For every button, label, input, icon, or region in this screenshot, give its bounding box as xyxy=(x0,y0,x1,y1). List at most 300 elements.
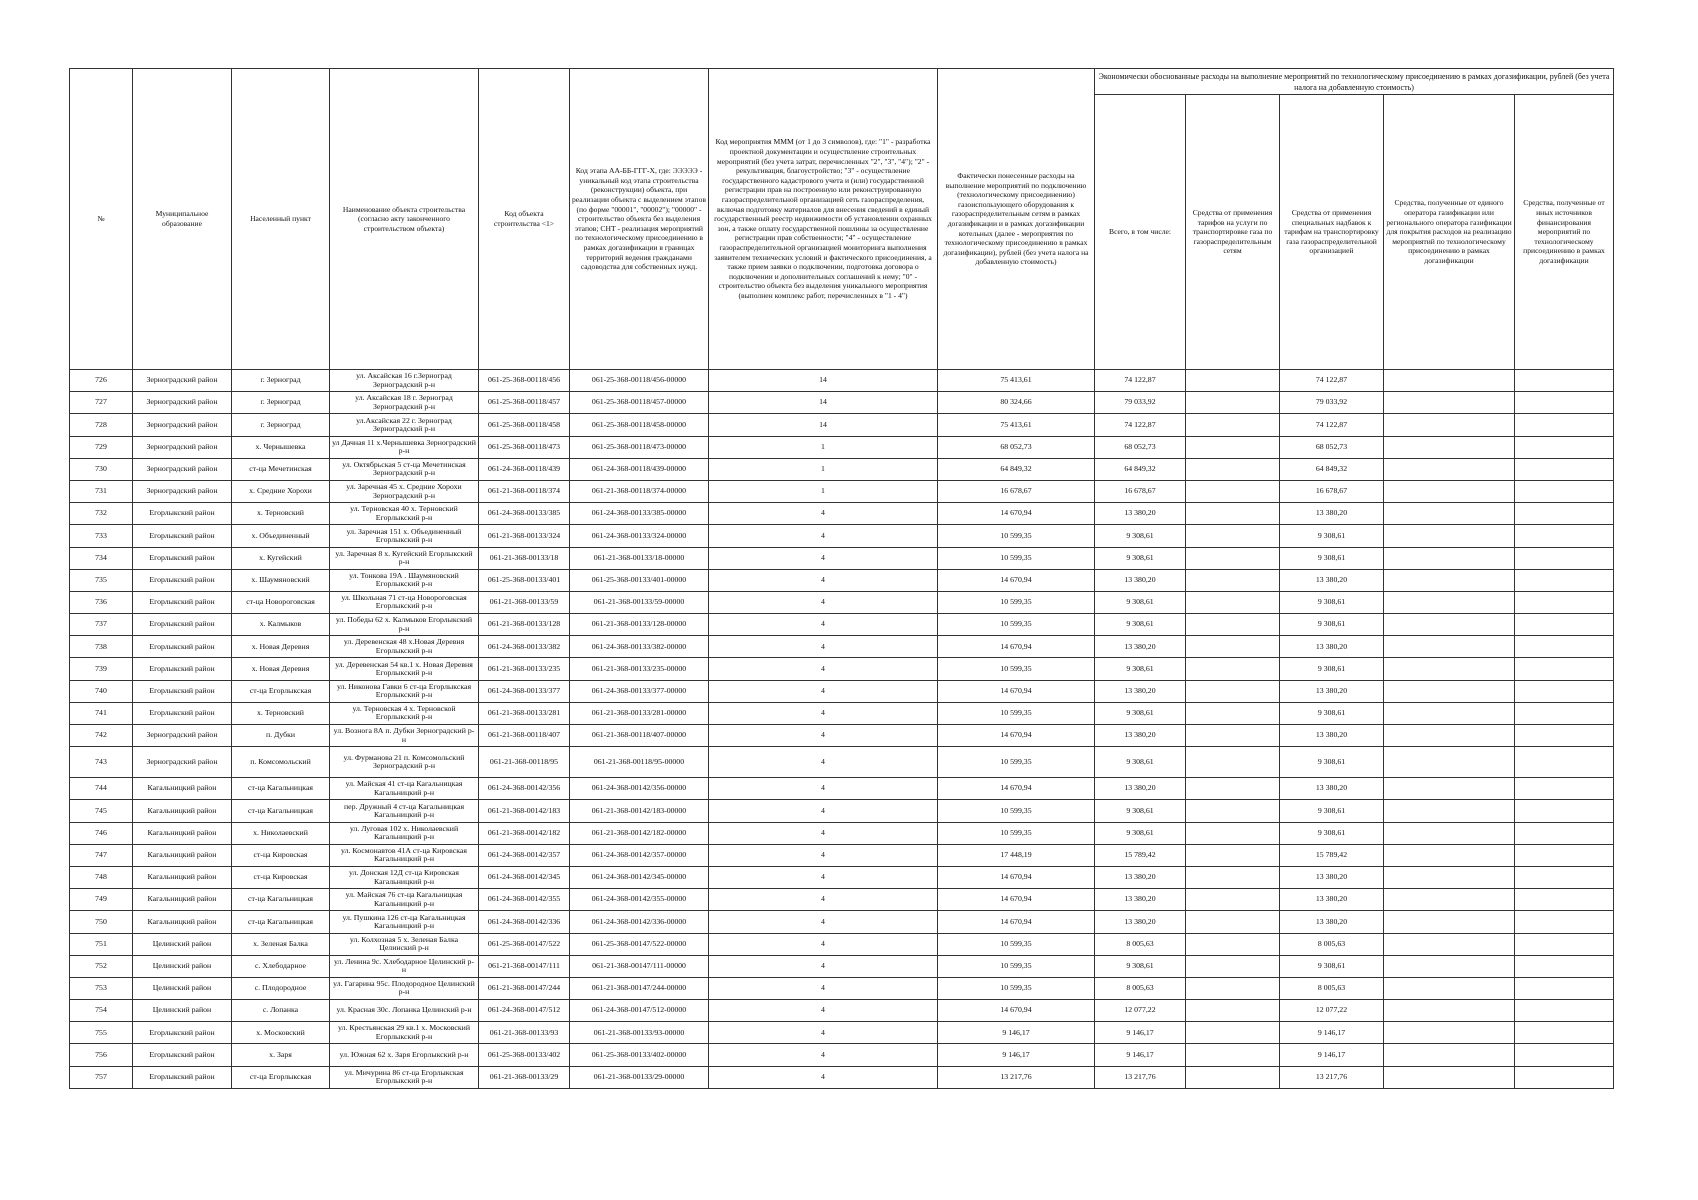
cell-stage-code: 061-21-368-00133/59-00000 xyxy=(570,591,709,613)
cell-object-name: ул. Южная 62 х. Заря Егорлыкский р-н xyxy=(330,1044,479,1066)
cell-municipality: Кагальницкий район xyxy=(133,822,232,844)
header-municipality: Муниципальное образование xyxy=(133,69,232,370)
cell-municipality: Целинский район xyxy=(133,955,232,977)
cell-tariff-transport xyxy=(1186,747,1280,778)
cell-single-operator xyxy=(1384,569,1515,591)
cell-num: 736 xyxy=(70,591,133,613)
cell-object-code: 061-21-368-00133/18 xyxy=(479,547,570,569)
cell-total: 9 308,61 xyxy=(1095,955,1186,977)
cell-actual-costs: 14 670,94 xyxy=(938,503,1095,525)
cell-event-code: 4 xyxy=(709,1000,938,1022)
cell-object-code: 061-21-368-00133/128 xyxy=(479,614,570,636)
cell-special-markups: 68 052,73 xyxy=(1280,436,1384,458)
cell-special-markups: 13 217,76 xyxy=(1280,1066,1384,1088)
cell-other-sources xyxy=(1515,436,1614,458)
table-row xyxy=(70,370,1614,392)
cell-object-code: 061-21-368-00142/183 xyxy=(479,800,570,822)
cell-num: 741 xyxy=(70,702,133,724)
cell-municipality: Егорлыкский район xyxy=(133,1022,232,1044)
cell-total: 9 308,61 xyxy=(1095,658,1186,680)
cell-num: 739 xyxy=(70,658,133,680)
table-row xyxy=(70,636,1614,658)
cell-actual-costs: 9 146,17 xyxy=(938,1022,1095,1044)
cell-total: 9 308,61 xyxy=(1095,591,1186,613)
cell-other-sources xyxy=(1515,636,1614,658)
cell-num: 742 xyxy=(70,725,133,747)
cell-object-code: 061-24-368-00133/385 xyxy=(479,503,570,525)
cell-total: 13 380,20 xyxy=(1095,569,1186,591)
cell-object-code: 061-21-368-00133/93 xyxy=(479,1022,570,1044)
cell-num: 755 xyxy=(70,1022,133,1044)
cell-other-sources xyxy=(1515,480,1614,502)
cell-actual-costs: 16 678,67 xyxy=(938,480,1095,502)
cell-settlement: х. Кугейский xyxy=(232,547,330,569)
cell-actual-costs: 14 670,94 xyxy=(938,889,1095,911)
cell-special-markups: 15 789,42 xyxy=(1280,844,1384,866)
cell-other-sources xyxy=(1515,458,1614,480)
cell-object-code: 061-21-368-00133/59 xyxy=(479,591,570,613)
cell-tariff-transport xyxy=(1186,614,1280,636)
cell-actual-costs: 10 599,35 xyxy=(938,933,1095,955)
cell-settlement: ст-ца Новороговская xyxy=(232,591,330,613)
cell-num: 738 xyxy=(70,636,133,658)
cell-object-name: ул. Красная 30с. Лопанка Целинский р-н xyxy=(330,1000,479,1022)
cell-stage-code: 061-25-368-00133/402-00000 xyxy=(570,1044,709,1066)
cell-tariff-transport xyxy=(1186,591,1280,613)
cell-total: 13 380,20 xyxy=(1095,866,1186,888)
cell-num: 750 xyxy=(70,911,133,933)
cell-object-name: ул. Деревенская 54 кв.1 х. Новая Деревня Егорлыкский р-н xyxy=(330,658,479,680)
cell-municipality: Зерноградский район xyxy=(133,458,232,480)
header-event-code: Код мероприятия МММ (от 1 до 3 символов), где: "1" - разработка проектной документации и осуществление строительных мероприятий (без учета затрат, перечисленных "2", "3", "4"); "2" - рекультивация, благоустройство; "3" - осуществление государственного кадастрового учета и (или) государственной регистрации прав на построенную или реконструированную газораспределительной организацией сеть газораспределения, включая подготовку материалов для внесения сведений в единый государственный реестр недвижимости об установлении охранных зон, а также оплату государственной пошлины за осуществление регистрации прав собственности; "4" - осуществление газораспределительной организацией мониторинга выполнения заявителем технических условий и фактического присоединения, а также прием заявки о подключении, подготовка договора о подключении и дополнительных соглашений к нему; "0" - строительство объекта без выделения уникального мероприятия (выполнен комплекс работ, перечисленных в "1 - 4") xyxy=(709,69,938,370)
cell-object-code: 061-24-368-00142/357 xyxy=(479,844,570,866)
cell-tariff-transport xyxy=(1186,503,1280,525)
cell-total: 9 308,61 xyxy=(1095,800,1186,822)
cell-tariff-transport xyxy=(1186,822,1280,844)
cell-special-markups: 9 308,61 xyxy=(1280,822,1384,844)
cell-settlement: х. Новая Деревня xyxy=(232,658,330,680)
table-row xyxy=(70,933,1614,955)
cell-other-sources xyxy=(1515,911,1614,933)
cell-stage-code: 061-21-368-00133/18-00000 xyxy=(570,547,709,569)
cell-object-code: 061-25-368-00118/457 xyxy=(479,392,570,414)
cell-single-operator xyxy=(1384,503,1515,525)
cell-municipality: Зерноградский район xyxy=(133,414,232,436)
cell-other-sources xyxy=(1515,547,1614,569)
table-row xyxy=(70,844,1614,866)
cell-object-name: ул. Заречная 45 х. Средние Хорохи Зерноградский р-н xyxy=(330,480,479,502)
cell-tariff-transport xyxy=(1186,933,1280,955)
cell-municipality: Кагальницкий район xyxy=(133,889,232,911)
cell-num: 740 xyxy=(70,680,133,702)
cell-num: 728 xyxy=(70,414,133,436)
cell-stage-code: 061-25-368-00133/401-00000 xyxy=(570,569,709,591)
table-row xyxy=(70,702,1614,724)
cell-single-operator xyxy=(1384,778,1515,800)
cell-object-code: 061-21-368-00118/374 xyxy=(479,480,570,502)
cell-municipality: Целинский район xyxy=(133,1000,232,1022)
cell-single-operator xyxy=(1384,480,1515,502)
cell-tariff-transport xyxy=(1186,844,1280,866)
cell-special-markups: 13 380,20 xyxy=(1280,569,1384,591)
cell-num: 757 xyxy=(70,1066,133,1088)
cell-actual-costs: 75 413,61 xyxy=(938,370,1095,392)
cell-municipality: Егорлыкский район xyxy=(133,503,232,525)
cell-total: 15 789,42 xyxy=(1095,844,1186,866)
cell-actual-costs: 14 670,94 xyxy=(938,911,1095,933)
cell-settlement: х. Средние Хорохи xyxy=(232,480,330,502)
cell-tariff-transport xyxy=(1186,1022,1280,1044)
cell-object-name: ул.Аксайская 22 г. Зерноград Зерноградский р-н xyxy=(330,414,479,436)
cell-municipality: Егорлыкский район xyxy=(133,547,232,569)
cell-stage-code: 061-24-368-00142/345-00000 xyxy=(570,866,709,888)
cell-other-sources xyxy=(1515,778,1614,800)
header-other-sources: Средства, полученные от иных источников финансирования мероприятий по технологическому присоединению в рамках догазификации xyxy=(1515,95,1614,370)
cell-other-sources xyxy=(1515,889,1614,911)
cell-special-markups: 8 005,63 xyxy=(1280,977,1384,999)
cell-stage-code: 061-24-368-00133/377-00000 xyxy=(570,680,709,702)
cell-event-code: 4 xyxy=(709,503,938,525)
cell-tariff-transport xyxy=(1186,955,1280,977)
cell-single-operator xyxy=(1384,747,1515,778)
cell-num: 745 xyxy=(70,800,133,822)
cell-num: 753 xyxy=(70,977,133,999)
cell-event-code: 4 xyxy=(709,977,938,999)
cell-stage-code: 061-21-368-00133/281-00000 xyxy=(570,702,709,724)
header-actual-costs: Фактически понесенные расходы на выполнение мероприятий по подключению (технологическому присоединению) газоиспользующего оборудования к газораспределительным сетям в рамках догазификации и в рамках догазификации котельных (далее - мероприятия по технологическому присоединению в рамках догазификации), рублей (без учета налога на добавленную стоимость) xyxy=(938,69,1095,370)
cell-settlement: п. Комсомольский xyxy=(232,747,330,778)
cell-actual-costs: 17 448,19 xyxy=(938,844,1095,866)
cell-object-name: ул. Победы 62 х. Калмыков Егорлыкский р-н xyxy=(330,614,479,636)
cell-actual-costs: 13 217,76 xyxy=(938,1066,1095,1088)
cell-special-markups: 13 380,20 xyxy=(1280,636,1384,658)
cell-event-code: 4 xyxy=(709,822,938,844)
cell-num: 726 xyxy=(70,370,133,392)
cell-object-code: 061-25-368-00133/401 xyxy=(479,569,570,591)
cell-other-sources xyxy=(1515,747,1614,778)
cell-num: 732 xyxy=(70,503,133,525)
cell-special-markups: 12 077,22 xyxy=(1280,1000,1384,1022)
cell-object-name: ул. Деревенская 48 х.Новая Деревня Егорлыкский р-н xyxy=(330,636,479,658)
table-row xyxy=(70,392,1614,414)
cell-settlement: х. Зеленая Балка xyxy=(232,933,330,955)
cell-settlement: х. Заря xyxy=(232,1044,330,1066)
cell-other-sources xyxy=(1515,414,1614,436)
table-row xyxy=(70,977,1614,999)
cell-settlement: х. Терновский xyxy=(232,503,330,525)
cell-tariff-transport xyxy=(1186,800,1280,822)
cell-special-markups: 13 380,20 xyxy=(1280,503,1384,525)
cell-stage-code: 061-21-368-00133/29-00000 xyxy=(570,1066,709,1088)
cell-actual-costs: 10 599,35 xyxy=(938,525,1095,547)
cell-single-operator xyxy=(1384,392,1515,414)
cell-num: 749 xyxy=(70,889,133,911)
cell-actual-costs: 14 670,94 xyxy=(938,636,1095,658)
cell-special-markups: 79 033,92 xyxy=(1280,392,1384,414)
cell-object-name: пер. Дружный 4 ст-ца Кагальницкая Кагальницкий р-н xyxy=(330,800,479,822)
cell-tariff-transport xyxy=(1186,658,1280,680)
cell-municipality: Зерноградский район xyxy=(133,392,232,414)
cell-municipality: Егорлыкский район xyxy=(133,591,232,613)
cell-actual-costs: 10 599,35 xyxy=(938,747,1095,778)
cell-total: 68 052,73 xyxy=(1095,436,1186,458)
cell-single-operator xyxy=(1384,1066,1515,1088)
header-economic-costs-group: Экономически обоснованные расходы на выполнение мероприятий по технологическому присоединению в рамках догазификации, рублей (без учета налога на добавленную стоимость) xyxy=(1095,69,1614,95)
cell-object-name: ул. Аксайская 18 г. Зерноград Зерноградский р-н xyxy=(330,392,479,414)
cell-object-name: ул. Донская 12Д ст-ца Кировская Кагальницкий р-н xyxy=(330,866,479,888)
cell-event-code: 14 xyxy=(709,414,938,436)
cell-special-markups: 9 308,61 xyxy=(1280,747,1384,778)
cell-single-operator xyxy=(1384,955,1515,977)
cell-single-operator xyxy=(1384,702,1515,724)
table-row xyxy=(70,569,1614,591)
table-row xyxy=(70,1022,1614,1044)
cell-object-name: ул. Заречная 8 х. Кугейский Егорлыкский р-н xyxy=(330,547,479,569)
cell-object-code: 061-24-368-00133/377 xyxy=(479,680,570,702)
cell-special-markups: 16 678,67 xyxy=(1280,480,1384,502)
cell-settlement: с. Плодородное xyxy=(232,977,330,999)
cell-settlement: х. Чернышевка xyxy=(232,436,330,458)
cell-object-name: ул. Терновская 40 х. Терновский Егорлыкский р-н xyxy=(330,503,479,525)
cell-settlement: ст-ца Мечетинская xyxy=(232,458,330,480)
cell-actual-costs: 10 599,35 xyxy=(938,977,1095,999)
cell-other-sources xyxy=(1515,1000,1614,1022)
cell-num: 729 xyxy=(70,436,133,458)
cell-object-name: ул. Терновская 4 х. Терновской Егорлыкский р-н xyxy=(330,702,479,724)
table-row xyxy=(70,614,1614,636)
cell-event-code: 4 xyxy=(709,800,938,822)
cell-stage-code: 061-24-368-00142/357-00000 xyxy=(570,844,709,866)
cell-single-operator xyxy=(1384,1022,1515,1044)
cell-tariff-transport xyxy=(1186,977,1280,999)
cell-object-code: 061-21-368-00133/324 xyxy=(479,525,570,547)
cell-special-markups: 9 308,61 xyxy=(1280,547,1384,569)
cell-object-code: 061-24-368-00133/382 xyxy=(479,636,570,658)
cell-settlement: х. Московский xyxy=(232,1022,330,1044)
cell-municipality: Зерноградский район xyxy=(133,436,232,458)
header-single-operator: Средства, полученные от единого оператора газификации или регионального оператора газификации для покрытия расходов на реализацию мероприятий по технологическому присоединению в рамках догазификации xyxy=(1384,95,1515,370)
cell-settlement: ст-ца Егорлыкская xyxy=(232,680,330,702)
cell-other-sources xyxy=(1515,569,1614,591)
cell-num: 727 xyxy=(70,392,133,414)
cell-other-sources xyxy=(1515,503,1614,525)
cell-event-code: 4 xyxy=(709,933,938,955)
cell-num: 746 xyxy=(70,822,133,844)
cell-settlement: п. Дубки xyxy=(232,725,330,747)
cell-total: 13 380,20 xyxy=(1095,889,1186,911)
cell-total: 9 146,17 xyxy=(1095,1022,1186,1044)
cell-single-operator xyxy=(1384,866,1515,888)
cell-event-code: 4 xyxy=(709,747,938,778)
cell-object-name: ул. Майская 41 ст-ца Кагальницкая Кагальницкий р-н xyxy=(330,778,479,800)
cell-object-code: 061-21-368-00133/235 xyxy=(479,658,570,680)
cell-actual-costs: 14 670,94 xyxy=(938,725,1095,747)
cell-event-code: 4 xyxy=(709,866,938,888)
cell-other-sources xyxy=(1515,392,1614,414)
table-row xyxy=(70,1044,1614,1066)
cell-stage-code: 061-25-368-00118/473-00000 xyxy=(570,436,709,458)
cell-object-name: ул Дачная 11 х.Чернышевка Зерноградский р-н xyxy=(330,436,479,458)
cell-event-code: 4 xyxy=(709,547,938,569)
cell-event-code: 4 xyxy=(709,1066,938,1088)
table-row xyxy=(70,658,1614,680)
cell-actual-costs: 75 413,61 xyxy=(938,414,1095,436)
cell-event-code: 4 xyxy=(709,614,938,636)
cell-special-markups: 64 849,32 xyxy=(1280,458,1384,480)
cell-actual-costs: 10 599,35 xyxy=(938,591,1095,613)
cell-event-code: 4 xyxy=(709,569,938,591)
cell-single-operator xyxy=(1384,370,1515,392)
cell-municipality: Зерноградский район xyxy=(133,370,232,392)
cell-object-name: ул. Колхозная 5 х. Зеленая Балка Целинский р-н xyxy=(330,933,479,955)
header-num: № xyxy=(70,69,133,370)
cell-special-markups: 74 122,87 xyxy=(1280,370,1384,392)
cell-object-code: 061-24-368-00142/336 xyxy=(479,911,570,933)
cell-event-code: 1 xyxy=(709,458,938,480)
cell-stage-code: 061-21-368-00133/93-00000 xyxy=(570,1022,709,1044)
cell-single-operator xyxy=(1384,822,1515,844)
cell-num: 756 xyxy=(70,1044,133,1066)
cell-special-markups: 13 380,20 xyxy=(1280,725,1384,747)
cell-single-operator xyxy=(1384,844,1515,866)
cell-settlement: г. Зерноград xyxy=(232,392,330,414)
table-row xyxy=(70,866,1614,888)
cell-total: 9 308,61 xyxy=(1095,547,1186,569)
table-row xyxy=(70,778,1614,800)
cell-single-operator xyxy=(1384,591,1515,613)
cell-stage-code: 061-21-368-00133/235-00000 xyxy=(570,658,709,680)
cell-municipality: Егорлыкский район xyxy=(133,1066,232,1088)
cell-stage-code: 061-24-368-00133/385-00000 xyxy=(570,503,709,525)
header-stage-code: Код этапа АА-ББ-ГГГ-Х, где: ЭЭЭЭЭ - уникальный код этапа строительства (реконструкции) объекта, при реализации объекта с выделением этапов (по форме "00001", "00002"); "00000" - строительство объекта без выделения этапов; СНТ - реализация мероприятий по технологическому присоединению в рамках догазификации в границах территорий ведения гражданами садоводства для собственных нужд. xyxy=(570,69,709,370)
table-row xyxy=(70,889,1614,911)
cell-settlement: х. Новая Деревня xyxy=(232,636,330,658)
header-settlement: Населенный пункт xyxy=(232,69,330,370)
cell-stage-code: 061-21-368-00147/111-00000 xyxy=(570,955,709,977)
cell-object-name: ул. Аксайская 16 г.Зерноград Зерноградский р-н xyxy=(330,370,479,392)
cell-settlement: с. Лопанка xyxy=(232,1000,330,1022)
cell-object-name: ул. Мичурина 86 ст-ца Егорлыкская Егорлыкский р-н xyxy=(330,1066,479,1088)
cell-event-code: 4 xyxy=(709,725,938,747)
cell-stage-code: 061-24-368-00118/439-00000 xyxy=(570,458,709,480)
cell-municipality: Егорлыкский район xyxy=(133,658,232,680)
cell-other-sources xyxy=(1515,725,1614,747)
cell-single-operator xyxy=(1384,800,1515,822)
table-row xyxy=(70,822,1614,844)
cell-other-sources xyxy=(1515,933,1614,955)
cell-single-operator xyxy=(1384,414,1515,436)
cell-settlement: х. Калмыков xyxy=(232,614,330,636)
cell-total: 13 380,20 xyxy=(1095,778,1186,800)
cell-object-name: ул. Школьная 71 ст-ца Новороговская Егорлыкский р-н xyxy=(330,591,479,613)
cell-actual-costs: 10 599,35 xyxy=(938,800,1095,822)
table-body xyxy=(70,370,1614,1089)
cell-num: 754 xyxy=(70,1000,133,1022)
cell-single-operator xyxy=(1384,614,1515,636)
table-row xyxy=(70,1066,1614,1088)
cell-actual-costs: 80 324,66 xyxy=(938,392,1095,414)
cell-other-sources xyxy=(1515,1066,1614,1088)
cell-event-code: 14 xyxy=(709,392,938,414)
cell-special-markups: 9 308,61 xyxy=(1280,525,1384,547)
cell-other-sources xyxy=(1515,977,1614,999)
cell-municipality: Егорлыкский район xyxy=(133,636,232,658)
cell-num: 752 xyxy=(70,955,133,977)
cell-event-code: 4 xyxy=(709,955,938,977)
cell-event-code: 4 xyxy=(709,680,938,702)
cell-stage-code: 061-21-368-00142/183-00000 xyxy=(570,800,709,822)
cell-other-sources xyxy=(1515,955,1614,977)
cell-num: 731 xyxy=(70,480,133,502)
cell-object-code: 061-25-368-00118/456 xyxy=(479,370,570,392)
cell-object-name: ул. Крестьянская 29 кв.1 х. Московский Егорлыкский р-н xyxy=(330,1022,479,1044)
cell-special-markups: 13 380,20 xyxy=(1280,680,1384,702)
cell-object-name: ул. Тонкова 19А . Шаумяновский Егорлыкский р-н xyxy=(330,569,479,591)
cell-object-code: 061-25-368-00118/458 xyxy=(479,414,570,436)
cell-municipality: Зерноградский район xyxy=(133,480,232,502)
cell-actual-costs: 10 599,35 xyxy=(938,658,1095,680)
cell-stage-code: 061-21-368-00133/128-00000 xyxy=(570,614,709,636)
cell-municipality: Целинский район xyxy=(133,977,232,999)
cell-municipality: Зерноградский район xyxy=(133,747,232,778)
cell-settlement: ст-ца Кагальницкая xyxy=(232,911,330,933)
cell-total: 9 308,61 xyxy=(1095,702,1186,724)
cell-special-markups: 9 146,17 xyxy=(1280,1044,1384,1066)
cell-municipality: Егорлыкский район xyxy=(133,680,232,702)
cell-total: 12 077,22 xyxy=(1095,1000,1186,1022)
cell-total: 8 005,63 xyxy=(1095,977,1186,999)
cell-total: 9 308,61 xyxy=(1095,747,1186,778)
cell-object-code: 061-24-368-00147/512 xyxy=(479,1000,570,1022)
cell-total: 13 380,20 xyxy=(1095,680,1186,702)
cell-other-sources xyxy=(1515,844,1614,866)
cell-tariff-transport xyxy=(1186,680,1280,702)
cell-event-code: 1 xyxy=(709,480,938,502)
cell-actual-costs: 9 146,17 xyxy=(938,1044,1095,1066)
cell-total: 9 308,61 xyxy=(1095,525,1186,547)
cell-settlement: ст-ца Кировская xyxy=(232,844,330,866)
cell-object-code: 061-25-368-00133/402 xyxy=(479,1044,570,1066)
cell-total: 74 122,87 xyxy=(1095,370,1186,392)
header-object-code: Код объекта строительства <1> xyxy=(479,69,570,370)
cell-single-operator xyxy=(1384,636,1515,658)
cell-other-sources xyxy=(1515,614,1614,636)
cell-municipality: Егорлыкский район xyxy=(133,569,232,591)
cell-object-code: 061-21-368-00133/29 xyxy=(479,1066,570,1088)
cell-special-markups: 9 308,61 xyxy=(1280,591,1384,613)
cell-special-markups: 9 308,61 xyxy=(1280,702,1384,724)
cell-object-code: 061-21-368-00118/95 xyxy=(479,747,570,778)
cell-stage-code: 061-25-368-00118/458-00000 xyxy=(570,414,709,436)
cell-special-markups: 13 380,20 xyxy=(1280,911,1384,933)
cell-municipality: Кагальницкий район xyxy=(133,844,232,866)
cell-municipality: Егорлыкский район xyxy=(133,525,232,547)
cell-object-name: ул. Октябрьская 5 ст-ца Мечетинская Зерноградский р-н xyxy=(330,458,479,480)
cell-object-name: ул. Ленина 9с. Хлебодарное Целинский р-н xyxy=(330,955,479,977)
cell-tariff-transport xyxy=(1186,525,1280,547)
cell-event-code: 4 xyxy=(709,591,938,613)
cell-settlement: х. Шаумяновский xyxy=(232,569,330,591)
cell-total: 9 146,17 xyxy=(1095,1044,1186,1066)
cell-special-markups: 13 380,20 xyxy=(1280,889,1384,911)
cell-settlement: г. Зерноград xyxy=(232,370,330,392)
cell-settlement: ст-ца Кировская xyxy=(232,866,330,888)
cell-object-code: 061-21-368-00118/407 xyxy=(479,725,570,747)
gasification-costs-table xyxy=(69,68,1614,1089)
cell-other-sources xyxy=(1515,591,1614,613)
cell-tariff-transport xyxy=(1186,778,1280,800)
cell-other-sources xyxy=(1515,866,1614,888)
